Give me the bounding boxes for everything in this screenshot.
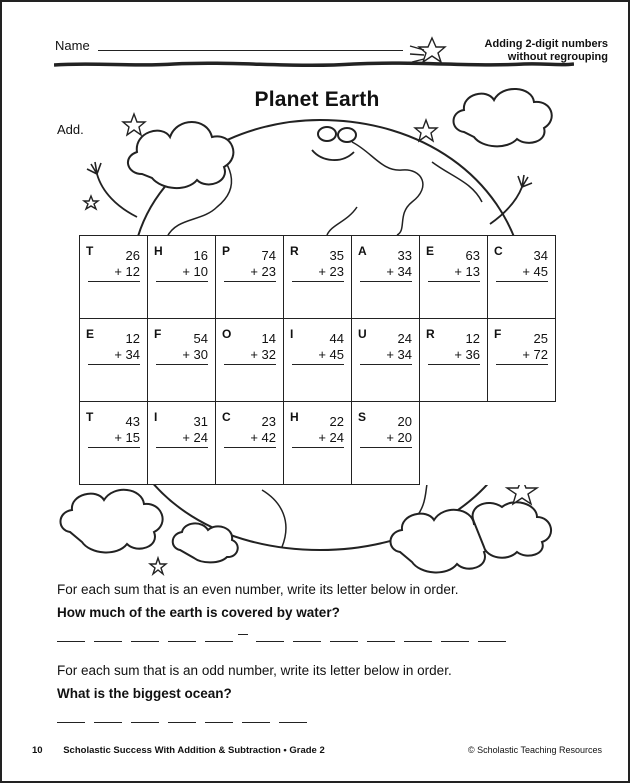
top-addend: 26 [125,248,140,263]
star-icon [415,120,437,141]
problem-cell [420,236,488,319]
cell-letter: R [290,244,299,258]
answer-blank[interactable] [279,712,307,723]
top-addend: 63 [465,248,480,263]
cell-letter: S [358,410,367,424]
hyphen-mark [238,632,248,635]
answer-blank[interactable] [367,631,395,642]
answer-blank[interactable] [205,712,233,723]
addition-problem [360,331,412,365]
cell-letter: O [222,327,232,341]
top-addend: 23 [261,414,276,429]
cell-letter: C [222,410,231,424]
bottom-addend: + 23 [224,264,276,282]
cell-letter: R [426,327,435,341]
footer [32,745,325,756]
problem-cell [488,236,556,319]
top-addend: 22 [329,414,344,429]
cell-letter: I [154,410,158,424]
addition-problem [428,331,480,365]
page-title: Planet Earth [254,88,380,111]
problem-grid [79,235,556,485]
water-question: How much of the earth is covered by water? [57,605,340,620]
cell-letter: H [290,410,299,424]
even-instruction: For each sum that is an even number, write its letter below in order. [57,582,459,597]
addition-problem [156,414,208,448]
cell-letter: F [154,327,162,341]
problem-cell [352,319,420,402]
answer-blank[interactable] [256,631,284,642]
cell-letter: P [222,244,231,258]
answer-blank[interactable] [242,712,270,723]
cell-letter: H [154,244,163,258]
addition-problem [360,248,412,282]
addition-problem [496,248,548,282]
bottom-addend: + 42 [224,430,276,448]
bottom-addend: + 12 [88,264,140,282]
cell-letter: E [426,244,435,258]
top-addend: 33 [397,248,412,263]
addition-problem [496,331,548,365]
answer-blank[interactable] [441,631,469,642]
top-addend: 16 [193,248,208,263]
bottom-addend: + 72 [496,347,548,365]
answer-blank[interactable] [404,631,432,642]
top-addend: 34 [533,248,548,263]
addition-problem [292,331,344,365]
problem-cell [148,319,216,402]
copyright: © Scholastic Teaching Resources [467,745,602,755]
bottom-addend: + 24 [156,430,208,448]
problem-cell [80,402,148,485]
bottom-addend: + 24 [292,430,344,448]
cell-letter: U [358,327,367,341]
problem-cell [284,319,352,402]
skill-description: Adding 2-digit numbers without regrouping [484,38,608,63]
bottom-addend: + 13 [428,264,480,282]
top-addend: 12 [125,331,140,346]
addition-problem [224,331,276,365]
top-addend: 54 [193,331,208,346]
addition-problem [428,248,480,282]
answer-blank[interactable] [168,631,196,642]
answer-blank[interactable] [131,631,159,642]
grid-row [80,402,556,485]
direction-text: Add. [57,122,84,137]
answer-blank[interactable] [131,712,159,723]
top-addend: 20 [397,414,412,429]
header-rule [54,60,574,70]
name-input-line[interactable] [98,50,403,51]
addition-problem [156,331,208,365]
addition-problem [88,414,140,448]
star-icon [150,558,166,574]
cell-letter: E [86,327,95,341]
cell-letter: C [494,244,503,258]
bottom-addend: + 34 [360,264,412,282]
bottom-addend: + 30 [156,347,208,365]
top-addend: 44 [329,331,344,346]
addition-problem [88,331,140,365]
star-icon [84,196,98,209]
addition-problem [224,248,276,282]
cell-letter: A [358,244,367,258]
problem-cell [148,402,216,485]
bottom-addend: + 10 [156,264,208,282]
cell-letter: F [494,327,502,341]
addition-problem [156,248,208,282]
bottom-addend: + 32 [224,347,276,365]
odd-instruction: For each sum that is an odd number, write its letter below in order. [57,663,452,678]
answer-blank[interactable] [94,631,122,642]
empty-cell [488,402,556,485]
bottom-addend: + 34 [88,347,140,365]
addition-problem [292,248,344,282]
problem-cell [352,402,420,485]
problem-cell [420,319,488,402]
top-addend: 12 [465,331,480,346]
problem-cell [352,236,420,319]
top-addend: 25 [533,331,548,346]
answer-blank[interactable] [57,712,85,723]
bottom-addend: + 45 [496,264,548,282]
bottom-addend: + 36 [428,347,480,365]
problem-cell [148,236,216,319]
addition-problem [292,414,344,448]
answer-blank[interactable] [330,631,358,642]
top-addend: 74 [261,248,276,263]
problem-cell [80,236,148,319]
answer-blank[interactable] [168,712,196,723]
problem-cell [284,402,352,485]
answer-blanks-ocean[interactable] [57,712,317,724]
grid-row [80,236,556,319]
addition-problem [88,248,140,282]
problem-cell [488,319,556,402]
top-addend: 35 [329,248,344,263]
cell-letter: I [290,327,294,341]
cell-letter: T [86,410,94,424]
answer-blank[interactable] [205,631,233,642]
empty-cell [420,402,488,485]
bottom-addend: + 23 [292,264,344,282]
answer-blanks-water[interactable] [57,631,507,643]
answer-blank[interactable] [94,712,122,723]
grid-row [80,319,556,402]
star-icon [123,114,145,135]
addition-problem [360,414,412,448]
page-number: 10 [32,745,43,756]
bottom-addend: + 20 [360,430,412,448]
ocean-question: What is the biggest ocean? [57,686,232,701]
top-addend: 31 [193,414,208,429]
problem-cell [216,236,284,319]
answer-blank[interactable] [293,631,321,642]
name-label: Name [55,38,90,53]
problem-cell [284,236,352,319]
book-title: Scholastic Success With Addition & Subtraction • Grade 2 [63,745,325,756]
problem-cell [216,402,284,485]
top-addend: 43 [125,414,140,429]
problem-cell [216,319,284,402]
top-addend: 24 [397,331,412,346]
bottom-addend: + 15 [88,430,140,448]
answer-blank[interactable] [478,631,506,642]
top-addend: 14 [261,331,276,346]
bottom-addend: + 45 [292,347,344,365]
addition-problem [224,414,276,448]
bottom-addend: + 34 [360,347,412,365]
cell-letter: T [86,244,94,258]
problem-cell [80,319,148,402]
answer-blank[interactable] [57,631,85,642]
